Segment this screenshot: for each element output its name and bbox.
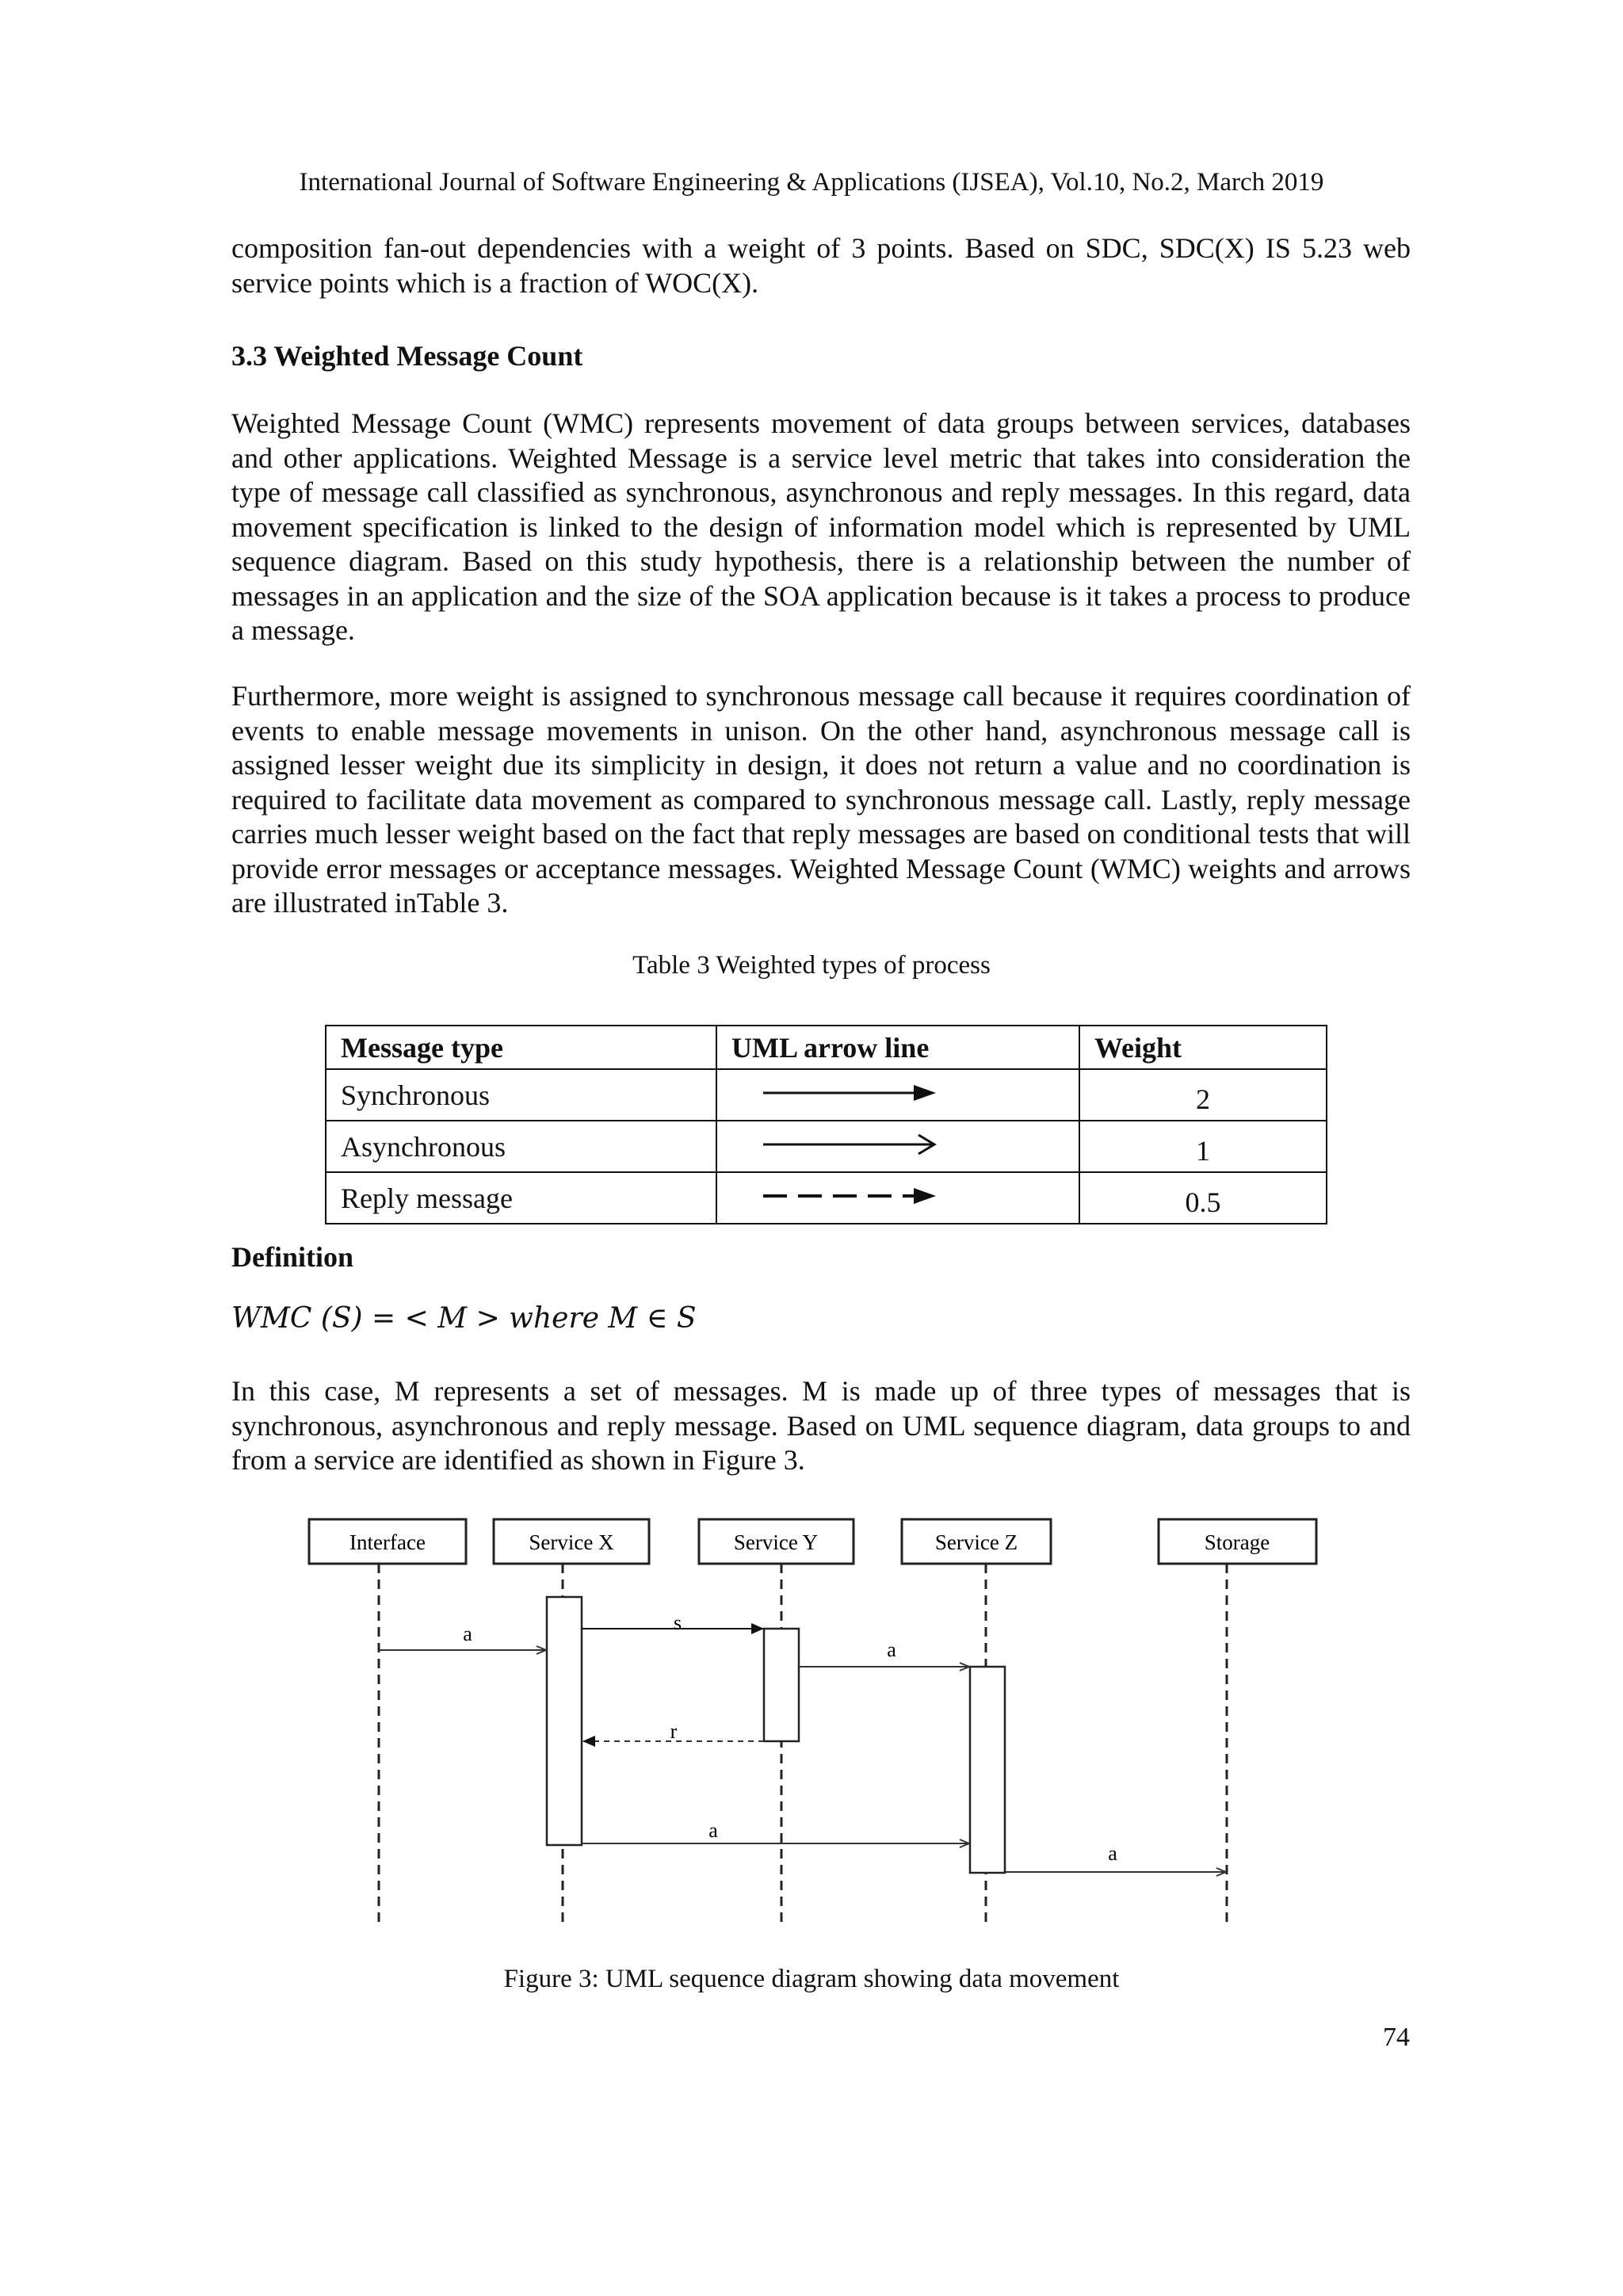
header-message-type: Message type — [326, 1026, 716, 1069]
lifeline-interface — [309, 1519, 466, 1926]
table-caption: Table 3 Weighted types of process — [632, 951, 991, 980]
lifeline-label: Service X — [529, 1530, 614, 1554]
header-weight: Weight — [1079, 1026, 1327, 1069]
intro-text: composition fan-out dependencies with a weight of 3 points. Based on SDC, SDC(X) IS 5.23 web service points which is a fraction of WOC(X). — [231, 232, 1411, 299]
cell-message-type: Asynchronous — [326, 1121, 716, 1172]
message-arrow — [1005, 1842, 1226, 1872]
message-label: a — [887, 1638, 896, 1661]
paragraph-text: Weighted Message Count (WMC) represents movement of data groups between services, databases and other applications. Weighted Message is a service level metric that takes into consideration the type of message call classified as synchronous, asynchronous and reply messages. In this regard, data movement specification is linked to the design of information model which is represented by UML sequence diagram. Based on this study hypothesis, there is a relationship between the number of messages in an application and the size of the SOA application because is it takes a process to produce a message. — [231, 407, 1411, 646]
paragraph-text: In this case, M represents a set of messages. M is made up of three types of messages that is synchronous, asynchronous and reply message. Based on UML sequence diagram, data groups to and from a service are identified as shown in Figure 3. — [231, 1375, 1411, 1476]
paragraph-text: Furthermore, more weight is assigned to synchronous message call because it requires coordination of events to enable message movements in unison. On the other hand, asynchronous message call is assigned lesser weight due its simplicity in design, it does not return a value and no coordination is required to facilitate data movement as compared to synchronous message call. Lastly, reply message carries much lesser weight based on the fact that reply messages are based on conditional tests that will provide error messages or acceptance messages. Weighted Message Count (WMC) weights and arrows are illustrated inTable 3. — [231, 680, 1411, 919]
activation-bar-service-z — [970, 1667, 1005, 1873]
message-label: a — [463, 1622, 472, 1645]
lifeline-label: Interface — [349, 1530, 426, 1554]
activation-bar-service-y — [764, 1629, 799, 1741]
message-label: r — [670, 1720, 678, 1743]
lifeline-label: Service Y — [733, 1530, 819, 1554]
cell-message-type: Synchronous — [326, 1069, 716, 1121]
message-arrow — [583, 1720, 764, 1743]
message-label: a — [708, 1819, 718, 1842]
activation-bar-service-x — [547, 1597, 582, 1845]
cell-weight: 2 — [1079, 1069, 1327, 1121]
message-arrow — [582, 1819, 969, 1843]
message-label: a — [1108, 1842, 1117, 1865]
section-heading: 3.3 Weighted Message Count — [231, 340, 583, 372]
page-number: 74 — [1383, 2023, 1410, 2052]
lifeline-storage — [1159, 1519, 1316, 1926]
message-arrow — [582, 1611, 763, 1634]
cell-message-type: Reply message — [326, 1172, 716, 1224]
wmc-formula: WMC (S) = < M > where M ∈ S — [231, 1302, 697, 1335]
definition-heading: Definition — [231, 1241, 354, 1273]
cell-weight: 0.5 — [1079, 1172, 1327, 1224]
message-arrow — [379, 1622, 546, 1650]
cell-weight: 1 — [1079, 1121, 1327, 1172]
figure-caption: Figure 3: UML sequence diagram showing data movement — [503, 1965, 1120, 1993]
lifeline-label: Service Z — [934, 1530, 1018, 1554]
message-label: s — [673, 1611, 682, 1634]
message-arrow — [799, 1638, 969, 1667]
header-uml-arrow: UML arrow line — [716, 1026, 1079, 1069]
lifeline-label: Storage — [1204, 1530, 1270, 1554]
journal-header: International Journal of Software Engineering & Applications (IJSEA), Vol.10, No.2, March 2019 — [299, 168, 1324, 197]
